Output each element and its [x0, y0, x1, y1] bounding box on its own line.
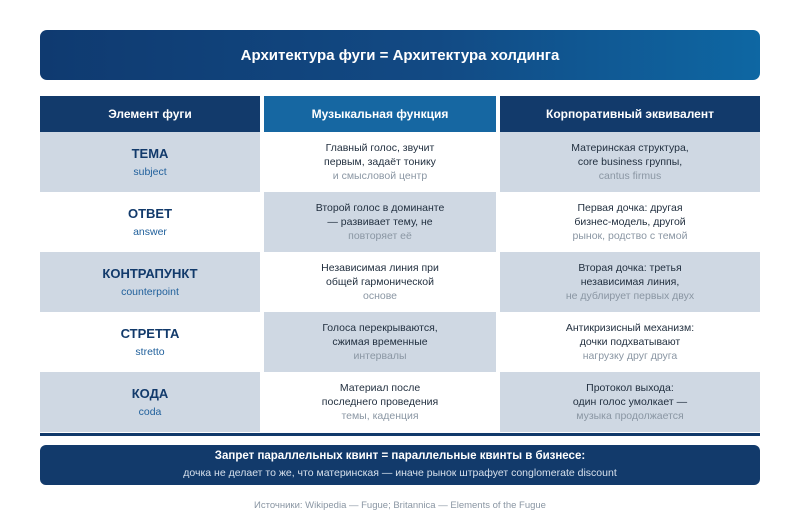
music-line-muted: и смысловой центр	[332, 170, 428, 182]
music-cell	[264, 372, 496, 432]
corp-line-muted: нагрузку друг друга	[582, 350, 678, 362]
corp-line: Материнская структура,	[571, 142, 689, 154]
music-line: Главный голос, звучит	[325, 142, 435, 154]
element-cell	[40, 252, 260, 312]
corp-cell	[500, 192, 760, 252]
table-row	[40, 312, 760, 372]
music-line: Материал после	[339, 382, 421, 394]
music-line: сжимая временные	[332, 336, 428, 348]
corp-cell	[500, 252, 760, 312]
music-line: последнего проведения	[321, 396, 439, 408]
summary-banner	[40, 445, 760, 485]
summary-title: Запрет параллельных квинт = параллельные квинты в бизнесе:	[214, 450, 586, 462]
element-subtitle: answer	[133, 226, 167, 238]
corp-line-muted: музыка продолжается	[576, 410, 684, 422]
corp-line-muted: не дублирует первых двух	[565, 290, 695, 302]
corp-line-muted: cantus firmus	[598, 170, 662, 182]
element-subtitle: subject	[133, 166, 167, 178]
element-subtitle: coda	[138, 406, 162, 418]
table-bottom-divider	[40, 433, 760, 436]
corp-cell	[500, 312, 760, 372]
music-line: Независимая линия при	[321, 262, 439, 274]
element-name: СТРЕТТА	[120, 326, 180, 341]
corp-line: Вторая дочка: третья	[578, 262, 682, 274]
table-row	[40, 252, 760, 312]
corp-line: Первая дочка: другая	[577, 202, 683, 214]
element-cell	[40, 132, 260, 192]
corp-cell	[500, 132, 760, 192]
music-cell	[264, 312, 496, 372]
corp-cell	[500, 372, 760, 432]
music-line: — развивает тему, не	[327, 216, 433, 228]
music-line-muted: основе	[362, 290, 398, 302]
element-cell	[40, 192, 260, 252]
music-line: Голоса перекрываются,	[322, 322, 438, 334]
element-subtitle: stretto	[135, 346, 165, 358]
element-name: ТЕМА	[131, 146, 169, 161]
table-row	[40, 372, 760, 432]
corp-line: core business группы,	[577, 156, 683, 168]
music-cell	[264, 192, 496, 252]
summary-subtitle: дочка не делает то же, что материнская — иначе рынок штрафует conglomerate discount	[183, 467, 617, 479]
fugue-holding-table	[40, 96, 760, 432]
corp-line: Протокол выхода:	[586, 382, 674, 394]
header-corporate-equivalent: Корпоративный эквивалент	[500, 96, 760, 132]
sources-note: Источники: Wikipedia — Fugue; Britannica — Elements of the Fugue	[254, 500, 546, 511]
element-name: КОНТРАПУНКТ	[102, 266, 198, 281]
music-cell	[264, 132, 496, 192]
element-cell	[40, 372, 260, 432]
corp-line: независимая линия,	[580, 276, 680, 288]
element-name: КОДА	[131, 386, 169, 401]
element-cell	[40, 312, 260, 372]
element-subtitle: counterpoint	[121, 286, 179, 298]
table-row	[40, 132, 760, 192]
music-line-muted: интервалы	[353, 350, 407, 362]
element-name: ОТВЕТ	[127, 206, 173, 221]
music-line: первым, задаёт тонику	[324, 156, 436, 168]
music-cell	[264, 252, 496, 312]
corp-line: Антикризисный механизм:	[565, 322, 695, 334]
header-musical-function: Музыкальная функция	[264, 96, 496, 132]
table-header-row	[40, 96, 760, 132]
corp-line: один голос умолкает —	[572, 396, 688, 408]
corp-line-muted: рынок, родство с темой	[572, 230, 688, 242]
page-title: Архитектура фуги = Архитектура холдинга	[40, 30, 760, 80]
header-fugue-element: Элемент фуги	[40, 96, 260, 132]
music-line: Второй голос в доминанте	[315, 202, 445, 214]
music-line-muted: темы, каденция	[341, 410, 419, 422]
table-row	[40, 192, 760, 252]
corp-line: бизнес-модель, другой	[574, 216, 686, 228]
music-line-muted: повторяет её	[348, 230, 412, 242]
corp-line: дочки подхватывают	[579, 336, 681, 348]
music-line: общей гармонической	[326, 276, 434, 288]
